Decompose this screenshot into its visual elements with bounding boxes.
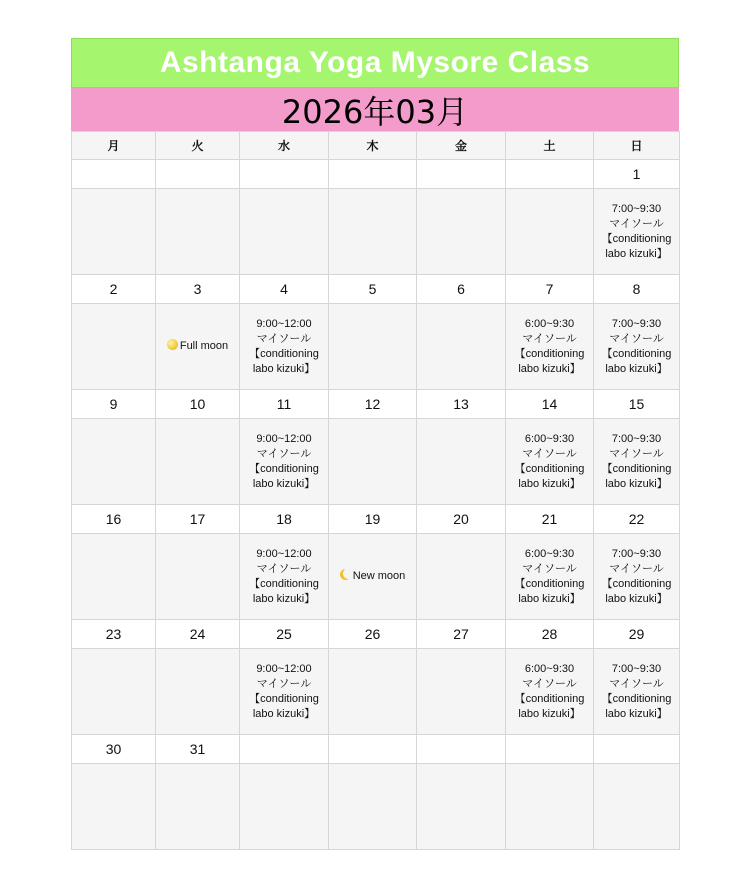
calendar-sheet [71,38,679,850]
day-number: 26 [329,620,417,649]
month-label: 2026年03月 [71,88,679,131]
class-schedule-line: labo kizuki】 [518,592,581,605]
class-schedule-line: マイソール [522,562,577,575]
day-event-cell [72,764,156,850]
day-event-cell [506,419,594,505]
day-event-cell [594,189,680,275]
class-schedule-line: labo kizuki】 [605,592,668,605]
class-schedule-line: 9:00~12:00 [256,547,312,560]
day-number: 4 [240,275,329,304]
day-number [506,735,594,764]
week-event-row [72,189,680,275]
day-number: 1 [594,160,680,189]
day-event-cell [506,764,594,850]
day-event-cell [506,649,594,735]
day-number [594,735,680,764]
day-event-cell [72,304,156,390]
day-event-cell [417,534,506,620]
day-event-cell [240,189,329,275]
class-schedule-line: labo kizuki】 [252,362,316,375]
day-number [156,160,240,189]
day-number: 3 [156,275,240,304]
moon-phase-label: Full moon [179,340,229,352]
calendar-grid [71,131,680,850]
calendar-title: Ashtanga Yoga Mysore Class [71,38,679,88]
week-event-row [72,649,680,735]
day-number: 21 [506,505,594,534]
day-number [72,160,156,189]
week-event-row [72,419,680,505]
day-number: 10 [156,390,240,419]
day-number: 12 [329,390,417,419]
week-day-number-row [72,620,680,649]
class-schedule-line: 7:00~9:30 [611,317,662,330]
class-schedule-line: labo kizuki】 [518,362,581,375]
class-schedule-line: 9:00~12:00 [256,432,312,445]
day-number: 13 [417,390,506,419]
day-event-cell [329,764,417,850]
full-moon-icon [167,339,178,350]
week-day-number-row [72,505,680,534]
day-number [329,735,417,764]
day-number: 30 [72,735,156,764]
class-schedule-line: 6:00~9:30 [524,547,575,560]
week-day-number-row [72,275,680,304]
class-schedule-line: 【conditioning [601,232,672,245]
week-event-row [72,304,680,390]
day-number: 25 [240,620,329,649]
day-number: 20 [417,505,506,534]
class-schedule-line: 9:00~12:00 [256,662,312,675]
day-event-cell [72,534,156,620]
day-number: 24 [156,620,240,649]
class-schedule-line: labo kizuki】 [605,247,668,260]
day-number [417,735,506,764]
class-schedule-line: labo kizuki】 [518,477,581,490]
class-schedule-line: 【conditioning [514,347,585,360]
day-event-cell [594,649,680,735]
class-schedule-line: 7:00~9:30 [611,202,662,215]
moon-phase [329,569,416,584]
class-schedule-line: マイソール [609,677,664,690]
day-number: 22 [594,505,680,534]
class-schedule-line: labo kizuki】 [605,707,668,720]
class-schedule-line: 【conditioning [601,462,672,475]
day-event-cell [417,304,506,390]
weekday-sat: 土 [506,132,594,160]
class-schedule-line: 7:00~9:30 [611,432,662,445]
class-schedule-line: マイソール [256,332,312,345]
day-number [417,160,506,189]
day-number: 18 [240,505,329,534]
class-schedule-line: 【conditioning [249,347,319,360]
class-schedule-line: labo kizuki】 [252,707,316,720]
day-event-cell [506,304,594,390]
class-schedule-line: 6:00~9:30 [524,432,575,445]
day-event-cell [329,419,417,505]
weekday-wed: 水 [240,132,329,160]
class-schedule-line: 【conditioning [249,692,319,705]
class-schedule-line: labo kizuki】 [605,477,668,490]
class-schedule-line: マイソール [522,332,577,345]
day-number: 7 [506,275,594,304]
class-schedule-line: labo kizuki】 [252,592,316,605]
class-schedule-line: マイソール [609,217,664,230]
day-event-cell [329,189,417,275]
week-day-number-row [72,160,680,189]
class-schedule-line: labo kizuki】 [605,362,668,375]
day-number: 23 [72,620,156,649]
day-number [240,735,329,764]
day-event-cell [72,419,156,505]
day-event-cell [594,534,680,620]
day-event-cell [417,764,506,850]
class-schedule-line: 6:00~9:30 [524,662,575,675]
day-number: 28 [506,620,594,649]
class-schedule-line: マイソール [522,447,577,460]
class-schedule-line: 【conditioning [514,692,585,705]
day-number: 31 [156,735,240,764]
class-schedule-line: 6:00~9:30 [524,317,575,330]
day-number [329,160,417,189]
class-schedule-line: マイソール [609,562,664,575]
class-schedule-line: 【conditioning [601,692,672,705]
class-schedule-line: 【conditioning [601,347,672,360]
week-day-number-row [72,390,680,419]
day-event-cell [156,419,240,505]
class-schedule-line: labo kizuki】 [252,477,316,490]
weekday-fri: 金 [417,132,506,160]
weekday-tue: 火 [156,132,240,160]
day-number: 8 [594,275,680,304]
day-event-cell [156,189,240,275]
day-event-cell [72,189,156,275]
weekday-header-row [72,132,680,160]
day-number: 5 [329,275,417,304]
day-number: 14 [506,390,594,419]
day-event-cell [240,304,329,390]
class-schedule-line: マイソール [256,447,312,460]
class-schedule-line: 9:00~12:00 [256,317,312,330]
day-number: 2 [72,275,156,304]
weekday-thu: 木 [329,132,417,160]
day-event-cell [329,649,417,735]
class-schedule-line: 【conditioning [601,577,672,590]
day-event-cell [72,649,156,735]
day-event-cell [506,189,594,275]
class-schedule-line: 7:00~9:30 [611,662,662,675]
week-event-row [72,534,680,620]
week-day-number-row [72,735,680,764]
class-schedule-line: labo kizuki】 [518,707,581,720]
day-event-cell [594,419,680,505]
class-schedule-line: マイソール [256,677,312,690]
day-event-cell [240,649,329,735]
day-number: 11 [240,390,329,419]
day-number: 16 [72,505,156,534]
day-event-cell [594,304,680,390]
week-event-row [72,764,680,850]
day-event-cell [156,534,240,620]
day-number [506,160,594,189]
class-schedule-line: 【conditioning [514,462,585,475]
weekday-sun: 日 [594,132,680,160]
day-event-cell [594,764,680,850]
day-number: 9 [72,390,156,419]
class-schedule-line: 【conditioning [514,577,585,590]
day-number: 29 [594,620,680,649]
moon-phase [156,339,239,354]
day-event-cell [417,419,506,505]
class-schedule-line: 7:00~9:30 [611,547,662,560]
day-event-cell [240,419,329,505]
day-event-cell [156,649,240,735]
day-number: 17 [156,505,240,534]
class-schedule-line: 【conditioning [249,577,319,590]
new-moon-icon [340,569,351,580]
day-event-cell [329,534,417,620]
day-number [240,160,329,189]
day-event-cell [240,534,329,620]
weekday-mon: 月 [72,132,156,160]
class-schedule-line: マイソール [609,447,664,460]
day-event-cell [156,764,240,850]
day-event-cell [329,304,417,390]
class-schedule-line: 【conditioning [249,462,319,475]
day-event-cell [506,534,594,620]
class-schedule-line: マイソール [256,562,312,575]
day-number: 6 [417,275,506,304]
day-event-cell [156,304,240,390]
day-number: 19 [329,505,417,534]
day-number: 27 [417,620,506,649]
day-event-cell [417,649,506,735]
moon-phase-label: New moon [352,570,406,582]
class-schedule-line: マイソール [609,332,664,345]
class-schedule-line: マイソール [522,677,577,690]
day-event-cell [240,764,329,850]
day-number: 15 [594,390,680,419]
day-event-cell [417,189,506,275]
